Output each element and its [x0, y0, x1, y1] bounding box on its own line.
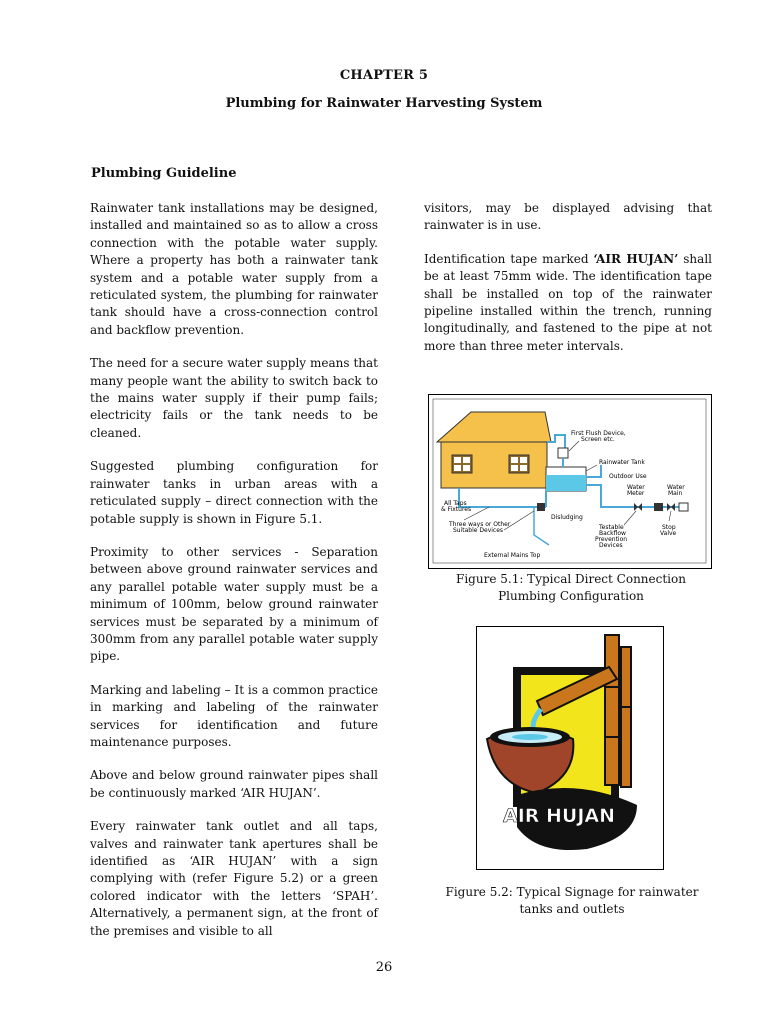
label-stop-valve-2: Valve — [660, 530, 677, 537]
label-all-taps-2: & Fixtures — [441, 506, 472, 513]
house-window-right — [509, 455, 529, 473]
figure-5-2-caption — [430, 884, 714, 918]
figure-5-1-caption-line2: Plumbing Configuration — [498, 589, 644, 603]
paragraph-proximity: Proximity to other services - Separation between above ground rainwater services and any parallel potable water supply must be a minimum of 100mm, below ground rainwater services must be separated by a minimum of 300mm from any parallel potable water supply pipe. — [90, 544, 378, 664]
paragraph-suggested-config: Suggested plumbing configuration for rainwater tanks in urban areas with a reticulated supply – direct connection with the potable supply is shown in Figure 5.1. — [90, 459, 378, 526]
label-disludging: Disludging — [551, 514, 583, 521]
paragraph-marking: Marking and labeling – It is a common practice in marking and labeling of the rainwater services for identification and future maintenance purposes. — [90, 682, 378, 749]
figure-air-hujan-sign — [476, 626, 664, 870]
tank-water — [546, 475, 586, 491]
water-main-box — [679, 503, 688, 511]
label-testable: Testable — [599, 524, 624, 531]
left-column — [90, 200, 378, 956]
label-testable-3: Prevention — [595, 536, 628, 543]
chapter-number: CHAPTER 5 — [339, 68, 429, 83]
label-three-ways: Three ways or Other — [449, 521, 511, 528]
paragraph-cross-connection: Rainwater tank installations may be designed, installed and maintained so as to allow a cross connection with the potable water supply. Where a property has both a rainwater tank system and a potable water supply from a reticulated system, the plumbing for rainwater tank should have a cross-connection control and backflow prevention. — [90, 201, 378, 337]
sign-text-air-hujan: AIR HUJAN — [503, 805, 616, 827]
house-window-left — [452, 455, 472, 473]
label-rainwater-tank: Rainwater Tank — [599, 459, 645, 466]
label-testable-4: Devices — [599, 542, 623, 549]
paragraph-identification-tape — [424, 251, 712, 355]
tape-text-before: Identification tape marked — [424, 251, 594, 266]
plumbing-diagram-svg — [429, 395, 710, 567]
chapter-title: Plumbing for Rainwater Harvesting System — [225, 96, 543, 111]
figure-5-1-caption-line1: Figure 5.1: Typical Direct Connection — [456, 572, 686, 586]
label-first-flush: First Flush Device, — [571, 430, 626, 437]
label-water-main: Water — [667, 484, 685, 491]
paragraph-tank-outlet: Every rainwater tank outlet and all taps, valves and rainwater tank apertures shall be identified as ‘AIR HUJAN’ with a sign complying with (refer Figure 5.2) or a green colored indicator with the letters ‘SPAH’. Alternatively, a permanent sign, at the front of the premises and visible to all — [90, 819, 378, 938]
label-stop-valve: Stop — [662, 524, 676, 531]
air-hujan-sign-svg — [477, 627, 662, 868]
label-all-taps: All Taps — [444, 500, 467, 507]
paragraph-pipe-marking: Above and below ground rainwater pipes shall be continuously marked ‘AIR HUJAN’. — [90, 768, 378, 800]
section-heading: Plumbing Guideline — [91, 166, 237, 181]
label-water-meter-2: Meter — [627, 490, 645, 497]
figure-5-2-caption-line2: tanks and outlets — [519, 902, 625, 916]
page-number: 26 — [375, 960, 393, 975]
label-outdoor-use: Outdoor Use — [609, 473, 647, 480]
water-meter-box — [654, 503, 663, 511]
paragraph-secure-supply: The need for a secure water supply means that many people want the ability to switch back to the mains water supply if their pump fails; electricity fails or the tank needs to be cleaned. — [90, 356, 378, 440]
right-column — [424, 200, 712, 371]
figure-plumbing-diagram — [428, 394, 712, 569]
label-external-mains: External Mains Top — [484, 552, 541, 559]
paragraph-visitors: visitors, may be displayed advising that rainwater is in use. — [424, 201, 712, 233]
tape-text-highlight: ‘AIR HUJAN’ — [593, 251, 679, 266]
label-three-ways-2: Suitable Devices — [453, 527, 504, 534]
figure-5-2-caption-line1: Figure 5.2: Typical Signage for rainwater — [445, 885, 699, 899]
three-way-valve — [537, 503, 545, 511]
tape-text-after: shall be at least 75mm wide. The identification tape shall be installed on top of the rainwater pipeline installed within the trench, running longitudinally, and fastened to the pipe at not more than three meter intervals. — [424, 251, 712, 353]
first-flush-device — [558, 448, 568, 458]
figure-5-1-caption — [418, 571, 724, 605]
label-first-flush-2: Screen etc. — [581, 436, 615, 443]
label-water-main-2: Main — [668, 490, 683, 497]
label-testable-2: Backflow — [599, 530, 626, 537]
label-water-meter: Water — [627, 484, 645, 491]
